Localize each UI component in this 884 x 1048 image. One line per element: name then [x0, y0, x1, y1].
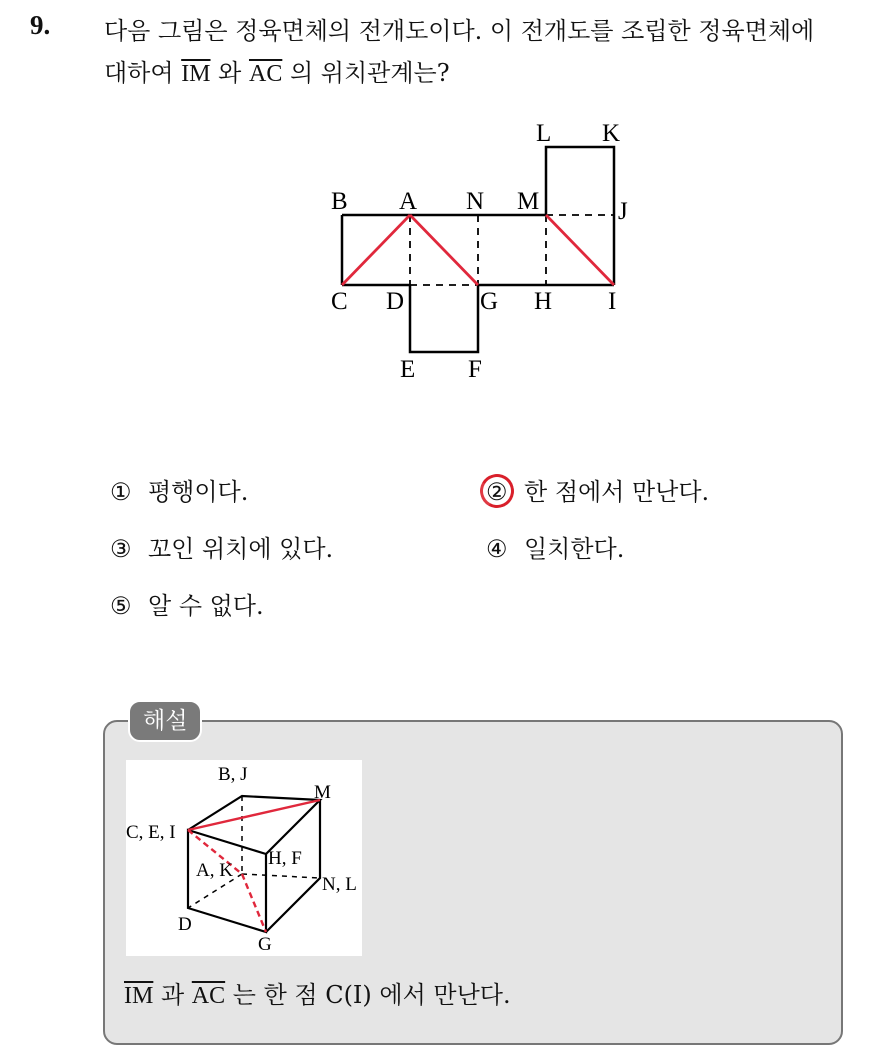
net-label-i: I: [608, 288, 617, 315]
net-label-h: H: [534, 288, 553, 315]
choice-1-number: ①: [110, 478, 132, 506]
choice-3-text: 꼬인 위치에 있다.: [148, 535, 334, 563]
choice-5-text: 알 수 없다.: [148, 592, 264, 620]
cube-diagram: [126, 760, 362, 956]
question-line-2-mid: 와: [210, 59, 249, 87]
net-label-j: J: [618, 198, 628, 225]
net-face-top-outline: [546, 147, 614, 285]
choice-1-text: 평행이다.: [148, 478, 249, 506]
choice-2-number-wrap: [486, 478, 524, 506]
net-label-m: M: [517, 188, 540, 215]
choice-2-text: 한 점에서 만난다.: [524, 478, 710, 506]
answer-circle-mark: [476, 470, 518, 512]
net-label-k: K: [602, 120, 621, 147]
solution-text: [124, 975, 511, 1010]
question-line-2-post: 의 위치관계는?: [282, 59, 450, 87]
choice-4-number: ④: [486, 535, 508, 563]
cube-hidden-bottom-right: [242, 874, 320, 878]
choice-4[interactable]: [486, 529, 624, 564]
question-number: 9.: [30, 10, 51, 40]
question-line-1: 다음 그림은 정육면체의 전개도이다. 이 전개도를 조립한 정육면체에: [104, 17, 815, 45]
cube-label-ak: A, K: [196, 860, 233, 881]
net-label-a: A: [399, 188, 418, 215]
net-label-l: L: [536, 120, 552, 147]
choice-1[interactable]: [110, 472, 248, 507]
cube-label-bj: B, J: [218, 764, 248, 785]
question-text: [104, 10, 874, 95]
net-label-b: B: [331, 188, 348, 215]
cube-label-g: G: [258, 934, 272, 955]
net-label-n: N: [466, 188, 485, 215]
choice-5[interactable]: [110, 586, 264, 621]
net-label-e: E: [400, 356, 416, 383]
solution-segment-ac: $\overline{AC}$: [191, 983, 226, 1009]
cube-label-m: M: [314, 782, 331, 803]
net-segment-mi: [546, 215, 614, 285]
cube-label-hf: H, F: [268, 848, 302, 869]
cube-figure-panel: [126, 760, 362, 956]
question-line-2: [104, 52, 874, 95]
cube-segment-ag: [242, 874, 266, 932]
cube-front-face: [188, 830, 266, 932]
solution-mid: 과: [153, 981, 192, 1009]
net-label-g: G: [480, 288, 499, 315]
net-label-d: D: [386, 288, 405, 315]
cube-label-d: D: [178, 914, 192, 935]
net-label-f: F: [468, 356, 482, 383]
choice-5-number: ⑤: [110, 592, 132, 620]
choice-3-number: ③: [110, 535, 132, 563]
segment-im: $\overline{IM}$: [181, 61, 211, 87]
segment-ac: $\overline{AC}$: [248, 61, 283, 87]
net-segment-ac: [342, 215, 410, 285]
choice-3[interactable]: [110, 529, 333, 564]
net-label-c: C: [331, 288, 348, 315]
cube-label-cei: C, E, I: [126, 822, 176, 843]
choice-2-number: ②: [486, 478, 508, 506]
choice-4-text: 일치한다.: [524, 535, 625, 563]
cube-net-diagram: [320, 110, 640, 390]
solution-tag: 해설: [128, 700, 202, 742]
choice-2[interactable]: [486, 472, 709, 507]
cube-label-nl: N, L: [322, 874, 357, 895]
solution-post: 는 한 점 C(I) 에서 만난다.: [225, 981, 511, 1009]
net-segment-ag: [410, 215, 478, 285]
cube-segment-im: [188, 800, 320, 830]
question-line-2-pre: 대하여: [104, 59, 182, 87]
net-face-bottom-outline: [410, 285, 478, 352]
solution-segment-im: $\overline{IM}$: [124, 983, 154, 1009]
